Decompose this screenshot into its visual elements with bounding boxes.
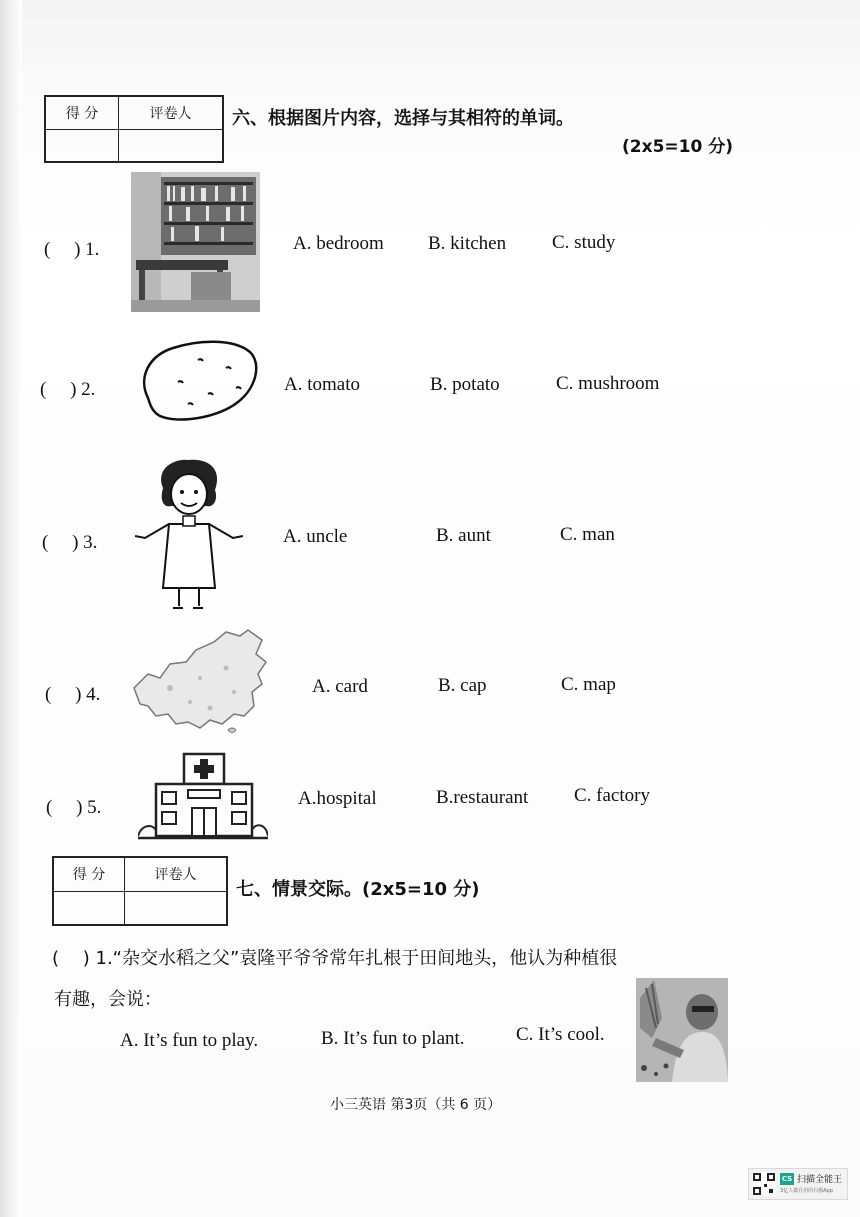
q5-answer-blank[interactable]: ( ) 5. — [46, 797, 102, 818]
score-label: 得 分 — [46, 97, 119, 130]
grader-label: 评卷人 — [125, 858, 227, 892]
s7-q1-line2: 有趣，会说： — [54, 989, 162, 1010]
section7-title: 七、情景交际。(2x5=10 分) — [236, 879, 480, 900]
page-footer: 小三英语 第3页（共 6 页） — [330, 1097, 502, 1113]
potato-icon — [138, 338, 262, 424]
q2-option-a[interactable]: A. tomato — [284, 374, 360, 395]
q3-option-a[interactable]: A. uncle — [283, 526, 348, 547]
q5-option-b[interactable]: B.restaurant — [436, 787, 529, 808]
q2-option-c[interactable]: C. mushroom — [556, 373, 660, 394]
score-box-section6 — [44, 95, 224, 163]
q3-answer-blank[interactable]: ( ) 3. — [42, 532, 98, 553]
grader-label: 评卷人 — [119, 97, 223, 130]
s7-q1-line1: ( ) 1.“杂交水稻之父”袁隆平爷爷常年扎根于田间地头，他认为种植很 — [52, 948, 618, 969]
cs-logo-icon: CS — [781, 1175, 793, 1183]
grader-cell[interactable] — [119, 129, 223, 162]
section6-points: (2x5=10 分) — [622, 137, 733, 157]
q4-option-b[interactable]: B. cap — [438, 675, 487, 696]
score-box-section7 — [52, 856, 228, 926]
scanner-brand: 扫描全能王 — [797, 1175, 843, 1185]
yuan-longping-photo — [636, 978, 728, 1082]
q1-option-c[interactable]: C. study — [552, 232, 616, 253]
q4-answer-blank[interactable]: ( ) 4. — [45, 684, 101, 705]
score-cell[interactable] — [54, 891, 125, 925]
score-label: 得 分 — [54, 858, 125, 892]
q1-option-b[interactable]: B. kitchen — [428, 233, 507, 254]
q3-option-b[interactable]: B. aunt — [436, 525, 491, 546]
q4-option-c[interactable]: C. map — [561, 674, 616, 695]
q3-option-c[interactable]: C. man — [560, 524, 615, 545]
study-room-photo — [131, 172, 260, 312]
q4-option-a[interactable]: A. card — [312, 676, 368, 697]
grader-cell[interactable] — [125, 891, 227, 925]
q1-answer-blank[interactable]: ( ) 1. — [44, 239, 100, 260]
q5-option-a[interactable]: A.hospital — [298, 788, 377, 809]
s7-q1-option-c[interactable]: C. It’s cool. — [516, 1024, 605, 1045]
aunt-icon — [135, 458, 243, 610]
section6-title: 六、根据图片内容，选择与其相符的单词。 — [232, 108, 574, 129]
scanner-watermark — [748, 1168, 848, 1200]
china-map-icon — [130, 628, 270, 738]
qr-code-icon — [752, 1172, 776, 1196]
score-cell[interactable] — [46, 129, 119, 162]
scanner-tagline: 3亿人都在用的扫描App — [780, 1188, 833, 1194]
s7-q1-option-b[interactable]: B. It’s fun to plant. — [321, 1028, 465, 1049]
s7-q1-option-a[interactable]: A. It’s fun to play. — [120, 1030, 259, 1051]
q1-option-a[interactable]: A. bedroom — [293, 233, 384, 254]
scan-edge-shadow — [0, 0, 22, 1217]
q5-option-c[interactable]: C. factory — [574, 785, 650, 806]
hospital-icon — [138, 750, 268, 846]
q2-answer-blank[interactable]: ( ) 2. — [40, 379, 96, 400]
q2-option-b[interactable]: B. potato — [430, 374, 500, 395]
